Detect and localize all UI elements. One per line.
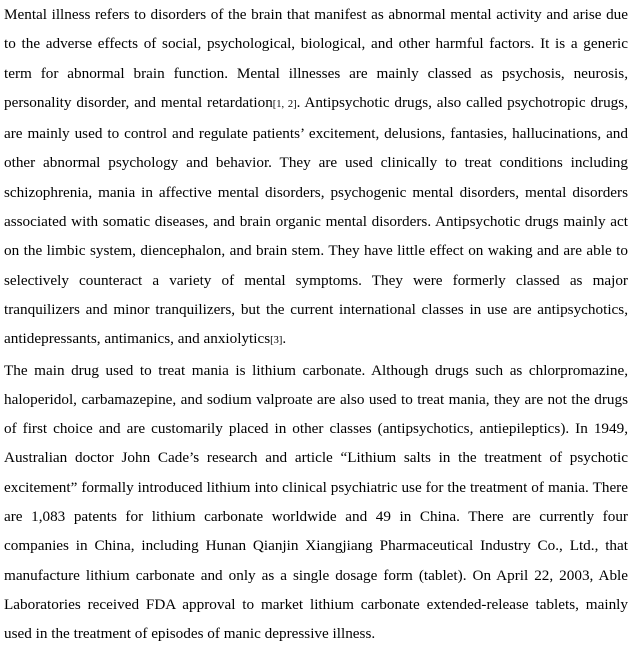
paragraph-1-text-b: . Antipsychotic drugs, also called psychotropic drugs, are mainly used to control and regulate patients’ excitement, delusions, fantasies, hallucinations, and other abnormal psychology and behavior. They are used clinically to treat conditions including schizophrenia, mania in affective mental disorders, psychogenic mental disorders, mental disorders associated with somatic diseases, and brain organic mental disorders. Antipsychotic drugs mainly act on the limbic system, diencephalon, and brain stem. They have little effect on waking and are able to selectively counteract a variety of mental symptoms. They were formerly classed as major tranquilizers and minor tranquilizers, but the current international classes in use are antipsychotics, antidepressants, antimanics, and anxiolytics	[4, 93, 628, 348]
paragraph-1-text-c: .	[282, 330, 287, 348]
paragraph-lithium-carbonate	[4, 356, 628, 649]
paragraph-2-text: The main drug used to treat mania is lithium carbonate. Although drugs such as chlorpromazine, haloperidol, carbamazepine, and sodium valproate are also used to treat mania, they are not the drugs of first choice and are customarily placed in other classes (antipsychotics, antiepileptics). In 1949, Australian doctor John Cade’s research and article “Lithium salts in the treatment of psychotic excitement” formally introduced lithium into clinical psychiatric use for the treatment of mania. There are 1,083 patents for lithium carbonate worldwide and 49 in China. There are currently four companies in China, including Hunan Qianjin Xiangjiang Pharmaceutical Industry Co., Ltd., that manufacture lithium carbonate and only as a single dosage form (tablet). On April 22, 2003, Able Laboratories received FDA approval to market lithium carbonate extended-release tablets, mainly used in the treatment of episodes of manic depressive illness.	[4, 361, 628, 643]
citation-1-2: [1, 2]	[272, 98, 297, 110]
paragraph-mental-illness	[4, 0, 628, 356]
paragraph-1-text-a: Mental illness refers to disorders of the brain that manifest as abnormal mental activity and arise due to the adverse effects of social, psychological, biological, and other harmful factors. It is a generic term for abnormal brain function. Mental illnesses are mainly classed as psychosis, neurosis, personality disorder, and mental retardation	[4, 6, 628, 111]
citation-3: [3]	[270, 335, 283, 347]
